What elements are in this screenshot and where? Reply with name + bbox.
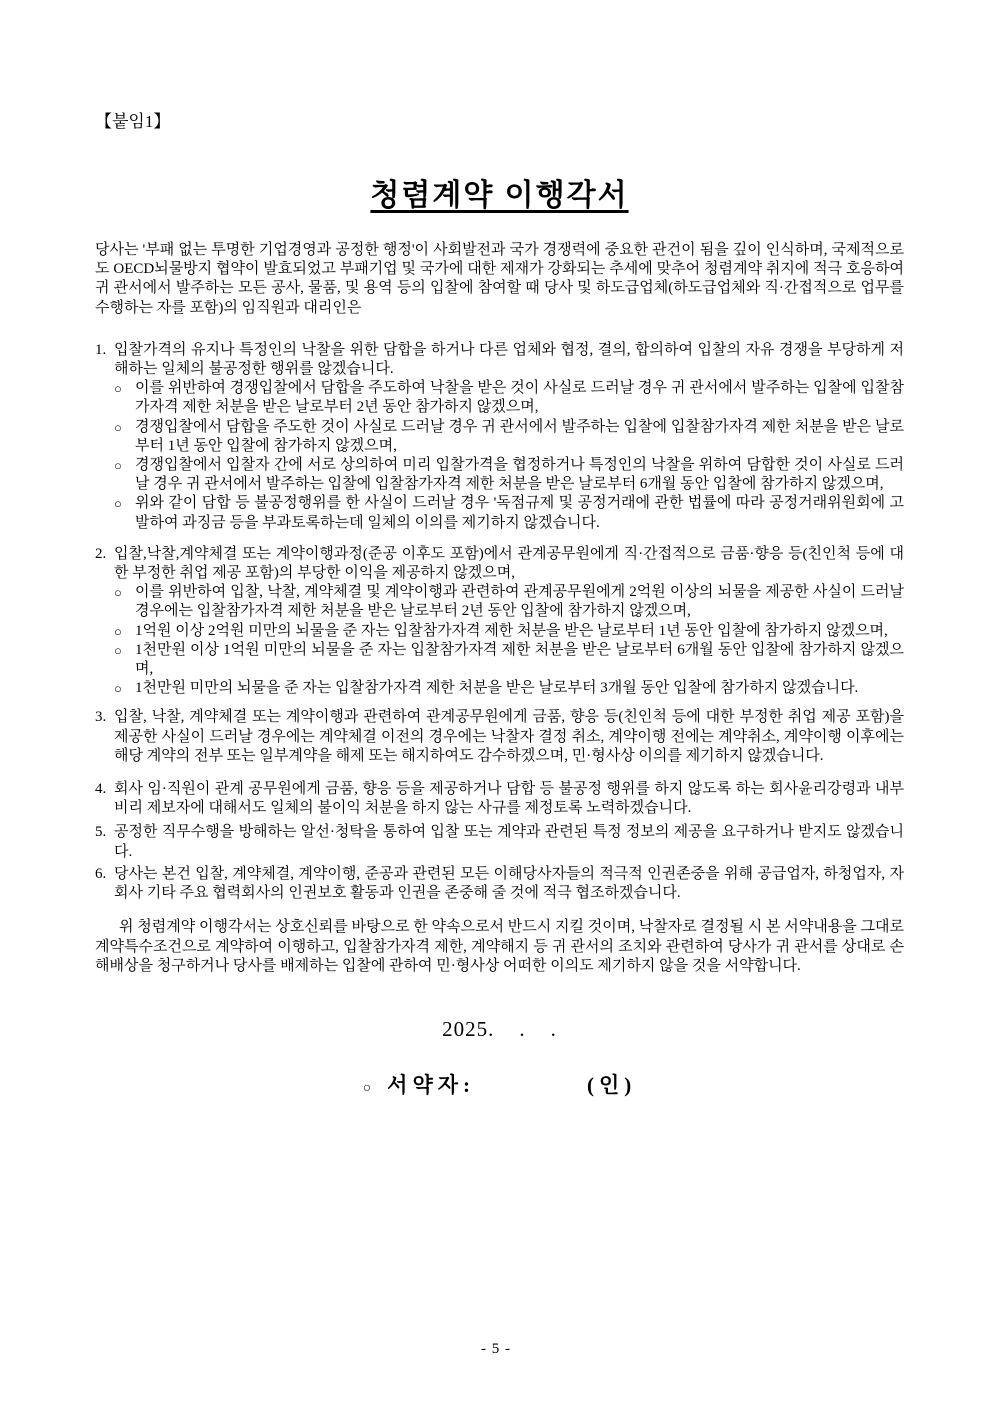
section-text: 입찰가격의 유지나 특정인의 낙찰을 위한 담합을 하거나 다른 업체와 협정, 결의, 합의하여 입찰의 자유 경쟁을 부당하게 저해하는 일체의 불공정한 행위를 않겠습니다. [114,341,904,378]
closing-paragraph: 위 청렴계약 이행각서는 상호신뢰를 바탕으로 한 약속으로서 반드시 지킬 것이며, 낙찰자로 결정될 시 본 서약내용을 그대로 계약특수조건으로 계약하여 이행하고, 입찰참가자격 제한, 계약해지 등 귀 관서의 조치와 관련하여 당사가 귀 관서를 상대로 손해배상을 청구하거나 당사를 배제하는 입찰에 관하여 민·형사상 어떠한 이의도 제기하지 않을 것을 서약합니다. [95,919,904,974]
subitem-text: 위와 같이 담합 등 불공정행위를 한 사실이 드러날 경우 '독점규제 및 공정거래에 관한 법률에 따라 공정거래위원회에 고발하여 과징금 등을 부과토록하는데 일체의 이의를 제기하지 않겠습니다. [135,495,904,531]
bullet-icon: ○ [114,419,122,435]
subitem [114,641,904,679]
subitem [114,622,904,641]
subitem [114,418,904,456]
bullet-icon: ○ [114,681,122,697]
section-number: 3. [95,709,107,726]
subitem [114,583,904,621]
subitem [114,379,904,417]
bullet-icon: ○ [114,381,122,397]
subitem-text: 1천만원 이상 1억원 미만의 뇌물을 준 자는 입찰참가자격 제한 처분을 받은 날로부터 6개월 동안 입찰에 참가하지 않겠으며, [135,641,904,678]
section-number: 2. [95,545,107,562]
section-text: 당사는 본건 입찰, 계약체결, 계약이행, 준공과 관련된 모든 이해당사자들의 적극적 인권존중을 위해 공급업자, 하청업자, 자회사 기타 주요 협력회사의 인권보호 활동과 인권을 존중해 줄 것에 적극 협조하겠습니다. [114,865,904,902]
section-1 [95,341,904,533]
bullet-icon: ○ [114,585,122,601]
bullet-icon: ○ [114,496,122,512]
section-2 [95,545,904,699]
subitem [114,494,904,532]
subitem [114,679,904,698]
section-5 [95,823,904,861]
section-number: 5. [95,824,107,841]
signature-row [95,1073,904,1101]
section-number: 6. [95,865,107,882]
section-3 [95,708,904,766]
section-text: 회사 임·직원이 관계 공무원에게 금품, 향응 등을 제공하거나 담합 등 불공정 행위를 하지 않도록 하는 회사윤리강령과 내부비리 제보자에 대해서도 일체의 불이익 처분을 하지 않는 사규를 제정토록 노력하겠습니다. [114,781,904,817]
signer-label: 서약자: [387,1072,476,1097]
subitem-text: 경쟁입찰에서 담합을 주도한 것이 사실로 드러날 경우 귀 관서에서 발주하는 입찰에 입찰참가자격 제한 처분을 받은 날로부터 1년 동안 입찰에 참가하지 않겠으며, [135,418,904,454]
section-text: 입찰, 낙찰, 계약체결 또는 계약이행과 관련하여 관계공무원에게 금품, 향응 등(친인척 등에 대한 부정한 취업 제공 포함)을 제공한 사실이 드러날 경우에는 계약체결 이전의 경우에는 낙찰자 결정 취소, 계약이행 전에는 계약취소, 계약이행 이후에는 해당 계약의 전부 또는 일부계약을 해제 또는 해지하여도 감수하겠으며, 민·형사상 이의를 제기하지 않겠습니다. [114,709,904,764]
bullet-icon: ○ [114,642,122,658]
bullet-icon: ○ [114,623,122,639]
subitem-text: 이를 위반하여 경쟁입찰에서 담합을 주도하여 낙찰을 받은 것이 사실로 드러날 경우 귀 관서에서 발주하는 입찰에 입찰참가자격 제한 처분을 받은 날로부터 2년 동안 참가하지 않겠으며, [135,380,904,416]
intro-paragraph: 당사는 '부패 없는 투명한 기업경영과 공정한 행정'이 사회발전과 국가 경쟁력에 중요한 관건이 됨을 깊이 인식하며, 국제적으로도 OECD뇌물방지 협약이 발효되었고 부패기업 및 국가에 대한 제재가 강화되는 추세에 맞추어 청렴계약 취지에 적극 호응하여 귀 관서에서 발주하는 모든 공사, 물품, 및 용역 등의 입찰에 참여할 때 당사 및 하도급업체(하도급업체와 직·간접적으로 업무를 수행하는 자를 포함)의 임직원과 대리인은 [95,242,904,316]
document-title: 청렴계약 이행각서 [370,179,629,212]
section-6 [95,865,904,903]
page-number: - 5 - [481,1340,511,1357]
subitem-text: 1억원 이상 2억원 미만의 뇌물을 준 자는 입찰참가자격 제한 처분을 받은 날로부터 1년 동안 입찰에 참가하지 않겠으며, [135,622,888,639]
bullet-icon: ○ [114,458,122,474]
subitem-text: 1천만원 미만의 뇌물을 준 자는 입찰참가자격 제한 처분을 받은 날로부터 3개월 동안 입찰에 참가하지 않겠습니다. [135,680,859,697]
section-text: 입찰,낙찰,계약체결 또는 계약이행과정(준공 이후도 포함)에서 관계공무원에게 직·간접적으로 금품·향응 등(친인척 등에 대한 부정한 취업 제공 포함)의 부당한 이익을 제공하지 않겠으며, [114,545,904,582]
section-4 [95,780,904,818]
section-number: 4. [95,781,107,798]
section-number: 1. [95,341,107,358]
attachment-label: 【붙임1】 [95,112,171,131]
section-text: 공정한 직무수행을 방해하는 알선·청탁을 통하여 입찰 또는 계약과 관련된 특정 정보의 제공을 요구하거나 받지도 않겠습니다. [114,824,904,860]
seal-placeholder: (인) [587,1072,637,1097]
date-line: 2025. . . [442,1016,557,1041]
subitem-text: 이를 위반하여 입찰, 낙찰, 계약체결 및 계약이행과 관련하여 관계공무원에게 2억원 이상의 뇌물을 제공한 사실이 드러날 경우에는 입찰참가자격 제한 처분을 받은 날로부터 2년 동안 입찰에 참가하지 않겠으며, [135,584,904,620]
signer-bullet-icon: ○ [362,1080,372,1096]
subitem [114,456,904,494]
subitem-text: 경쟁입찰에서 입찰자 간에 서로 상의하여 미리 입찰가격을 협정하거나 특정인의 낙찰을 위하여 담합한 것이 사실로 드러날 경우 귀 관서에서 발주하는 입찰에 입찰참가자격 제한 처분을 받은 날로부터 6개월 동안 입찰에 참가하지 않겠으며, [135,457,904,493]
